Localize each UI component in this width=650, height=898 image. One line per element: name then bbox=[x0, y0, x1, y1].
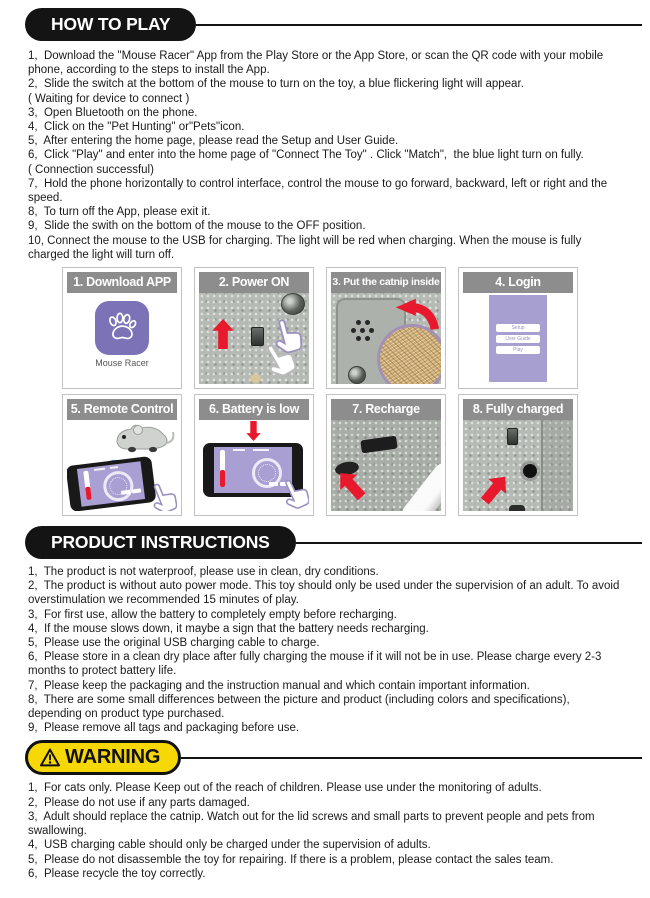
list-item: 1, For cats only. Please Keep out of the reach of children. Please use under the monitoring of adults. bbox=[28, 782, 542, 795]
phone-landscape bbox=[67, 456, 156, 511]
list-item: 2, Please do not use if any parts damaged. bbox=[28, 796, 250, 809]
divider-line bbox=[196, 24, 642, 26]
steps-grid bbox=[62, 267, 578, 516]
product-instructions-banner bbox=[25, 526, 642, 559]
step-title: 8. Fully charged bbox=[463, 399, 573, 420]
step-panel-power-on bbox=[194, 267, 314, 389]
red-arrow-up-icon bbox=[212, 319, 234, 349]
light-dot bbox=[250, 374, 261, 383]
section-title: HOW TO PLAY bbox=[25, 8, 196, 41]
list-item: 8, To turn off the App, please exit it. bbox=[28, 206, 211, 219]
how-to-play-banner bbox=[25, 8, 642, 41]
step-title: 4. Login bbox=[463, 272, 573, 293]
list-item: 7, Hold the phone horizontally to control interface, control the mouse to go forward, backward, left or right and the speed. bbox=[28, 177, 611, 205]
speaker-holes-icon bbox=[356, 320, 361, 325]
battery-level-icon bbox=[220, 450, 225, 487]
step-panel-login bbox=[458, 267, 578, 389]
power-switch-icon bbox=[507, 428, 518, 445]
section-title bbox=[25, 740, 181, 775]
catnip-photo bbox=[377, 324, 441, 384]
step-title: 7. Recharge bbox=[331, 399, 441, 420]
screen-buttons bbox=[118, 480, 142, 501]
setup-button: Setup bbox=[496, 324, 540, 332]
lid-edge bbox=[541, 420, 573, 511]
step-panel-remote-control bbox=[62, 394, 182, 516]
list-item: 10, Connect the mouse to the USB for charging. The light will be red when charging. When the mouse is fully charged the light will turn off. bbox=[28, 234, 585, 261]
step-title: 6. Battery is low bbox=[199, 399, 309, 420]
charge-light-off-icon bbox=[523, 464, 537, 478]
hole-icon bbox=[509, 505, 525, 511]
warning-banner bbox=[25, 740, 642, 775]
red-arrow-icon bbox=[476, 469, 515, 509]
list-item: 5, After entering the home page, please read the Setup and User Guide. bbox=[28, 135, 399, 148]
step-title: 3. Put the catnip inside bbox=[331, 272, 441, 293]
list-item: 9, Slide the swith on the bottom of the mouse to the OFF position. bbox=[28, 220, 366, 233]
app-name-label: Mouse Racer bbox=[95, 358, 149, 369]
page bbox=[0, 8, 650, 881]
user-guide-button: User Guide bbox=[496, 335, 540, 343]
warning-title: WARNING bbox=[65, 746, 161, 769]
screw-icon bbox=[348, 366, 366, 384]
list-item: 5, Please do not disassemble the toy for repairing. If there is a problem, please contact the sales team. bbox=[28, 853, 554, 866]
usb-cable-icon bbox=[389, 445, 441, 511]
step-panel-fully-charged bbox=[458, 394, 578, 516]
step-panel-battery-low bbox=[194, 394, 314, 516]
list-item: 4, Click on the "Pet Hunting" or"Pets"icon. bbox=[28, 121, 245, 134]
list-item: 3, Adult should replace the catnip. Watch out for the lid screws and small parts to prevent people and pets from swallowing. bbox=[28, 810, 598, 838]
play-button: Play bbox=[496, 346, 540, 354]
red-arrow-down-icon bbox=[246, 421, 261, 441]
list-item: 5, Please use the original USB charging cable to charge. bbox=[28, 637, 320, 650]
list-item: 2, The product is without auto power mode. This toy should only be used under the supervision of an adult. To avoid overstimulation we recommended 15 minutes of play. bbox=[28, 580, 623, 607]
step-title: 1. Download APP bbox=[67, 272, 177, 293]
divider-line bbox=[296, 542, 642, 544]
list-item: ( Waiting for device to connect ) bbox=[28, 92, 190, 105]
screw-icon bbox=[281, 293, 305, 315]
list-item: 6, Please recycle the toy correctly. bbox=[28, 867, 206, 880]
list-item: 8, There are some small differences between the picture and product (including colors and specifications), depending on product type purchased. bbox=[28, 693, 573, 721]
warning-list bbox=[28, 781, 622, 880]
list-item: 1, Download the "Mouse Racer" App from the Play Store or the App Store, or scan the QR code with your mobile phone, according to the steps to install the App. bbox=[28, 50, 607, 77]
step-title: 5. Remote Control bbox=[67, 399, 177, 420]
list-item: 6, Click "Play" and enter into the home page of "Connect The Toy" . Click "Match", the blue light turn on fully. bbox=[28, 149, 584, 162]
list-item: 3, Open Bluetooth on the phone. bbox=[28, 106, 198, 119]
list-item: 3, For first use, allow the battery to completely empty before recharging. bbox=[28, 608, 397, 621]
list-item: ( Connection successful) bbox=[28, 163, 154, 176]
how-to-play-list bbox=[28, 49, 622, 262]
list-item: 4, If the mouse slows down, it maybe a sign that the battery needs recharging. bbox=[28, 622, 429, 635]
list-item: 2, Slide the switch at the bottom of the mouse to turn on the toy, a blue flickering light will appear. bbox=[28, 78, 524, 91]
paw-print-icon bbox=[95, 301, 149, 355]
step-panel-download-app bbox=[62, 267, 182, 389]
list-item: 7, Please keep the packaging and the instruction manual and which contain important information. bbox=[28, 679, 530, 692]
step-title: 2. Power ON bbox=[199, 272, 309, 293]
divider-line bbox=[181, 757, 642, 759]
section-title: PRODUCT INSTRUCTIONS bbox=[25, 526, 296, 559]
list-item: 1, The product is not waterproof, please use in clean, dry conditions. bbox=[28, 566, 379, 579]
login-screen bbox=[489, 295, 547, 382]
usb-port-icon bbox=[360, 436, 397, 454]
step-panel-recharge bbox=[326, 394, 446, 516]
list-item: 6, Please store in a clean dry place after fully charging the mouse if it will not be in use. Please charge every 2-3 months to protect battery life. bbox=[28, 651, 605, 678]
warning-triangle-icon bbox=[40, 748, 60, 767]
power-switch-icon bbox=[251, 327, 264, 346]
list-item: 9, Please remove all tags and packaging before use. bbox=[28, 722, 300, 735]
list-item: 4, USB charging cable should only be charged under the supervision of adults. bbox=[28, 839, 431, 852]
product-instructions-list bbox=[28, 565, 622, 735]
mouse-toy-icon bbox=[111, 421, 175, 457]
control-screen bbox=[77, 461, 145, 507]
step-panel-catnip bbox=[326, 267, 446, 389]
speed-slider-icon bbox=[83, 471, 91, 500]
